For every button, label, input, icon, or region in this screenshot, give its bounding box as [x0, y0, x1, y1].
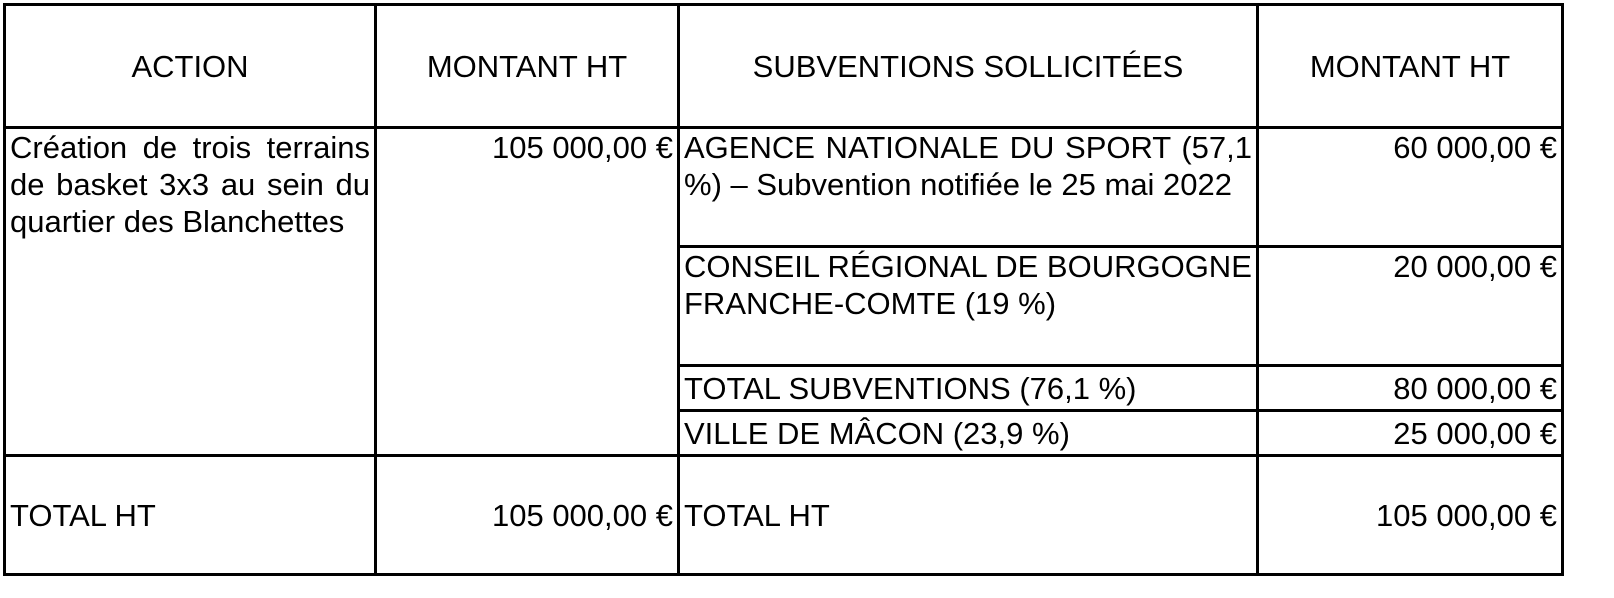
- action-description: Création de trois terrains de basket 3x3 au sein du quartier des Blanchettes: [5, 128, 376, 456]
- header-action: ACTION: [5, 5, 376, 128]
- header-row: [5, 5, 1563, 128]
- header-subventions: SUBVENTIONS SOLLICITÉES: [679, 5, 1258, 128]
- subvention-amount: 60 000,00 €: [1258, 128, 1563, 247]
- subvention-label: VILLE DE MÂCON (23,9 %): [679, 411, 1258, 456]
- total-label-right: TOTAL HT: [679, 456, 1258, 575]
- subvention-total-amount: 80 000,00 €: [1258, 366, 1563, 411]
- subvention-total-label: TOTAL SUBVENTIONS (76,1 %): [679, 366, 1258, 411]
- budget-table: [3, 3, 1564, 576]
- subvention-label: CONSEIL RÉGIONAL DE BOURGOGNE FRANCHE-COMTE (19 %): [679, 247, 1258, 366]
- header-montant-ht-subventions: MONTANT HT: [1258, 5, 1563, 128]
- total-amount-right: 105 000,00 €: [1258, 456, 1563, 575]
- table-row: [5, 128, 1563, 247]
- total-row: [5, 456, 1563, 575]
- subvention-label: AGENCE NATIONALE DU SPORT (57,1 %) – Subvention notifiée le 25 mai 2022: [679, 128, 1258, 247]
- total-label-left: TOTAL HT: [5, 456, 376, 575]
- header-montant-ht: MONTANT HT: [376, 5, 679, 128]
- subvention-amount: 20 000,00 €: [1258, 247, 1563, 366]
- total-amount-left: 105 000,00 €: [376, 456, 679, 575]
- subvention-amount: 25 000,00 €: [1258, 411, 1563, 456]
- action-amount: 105 000,00 €: [376, 128, 679, 456]
